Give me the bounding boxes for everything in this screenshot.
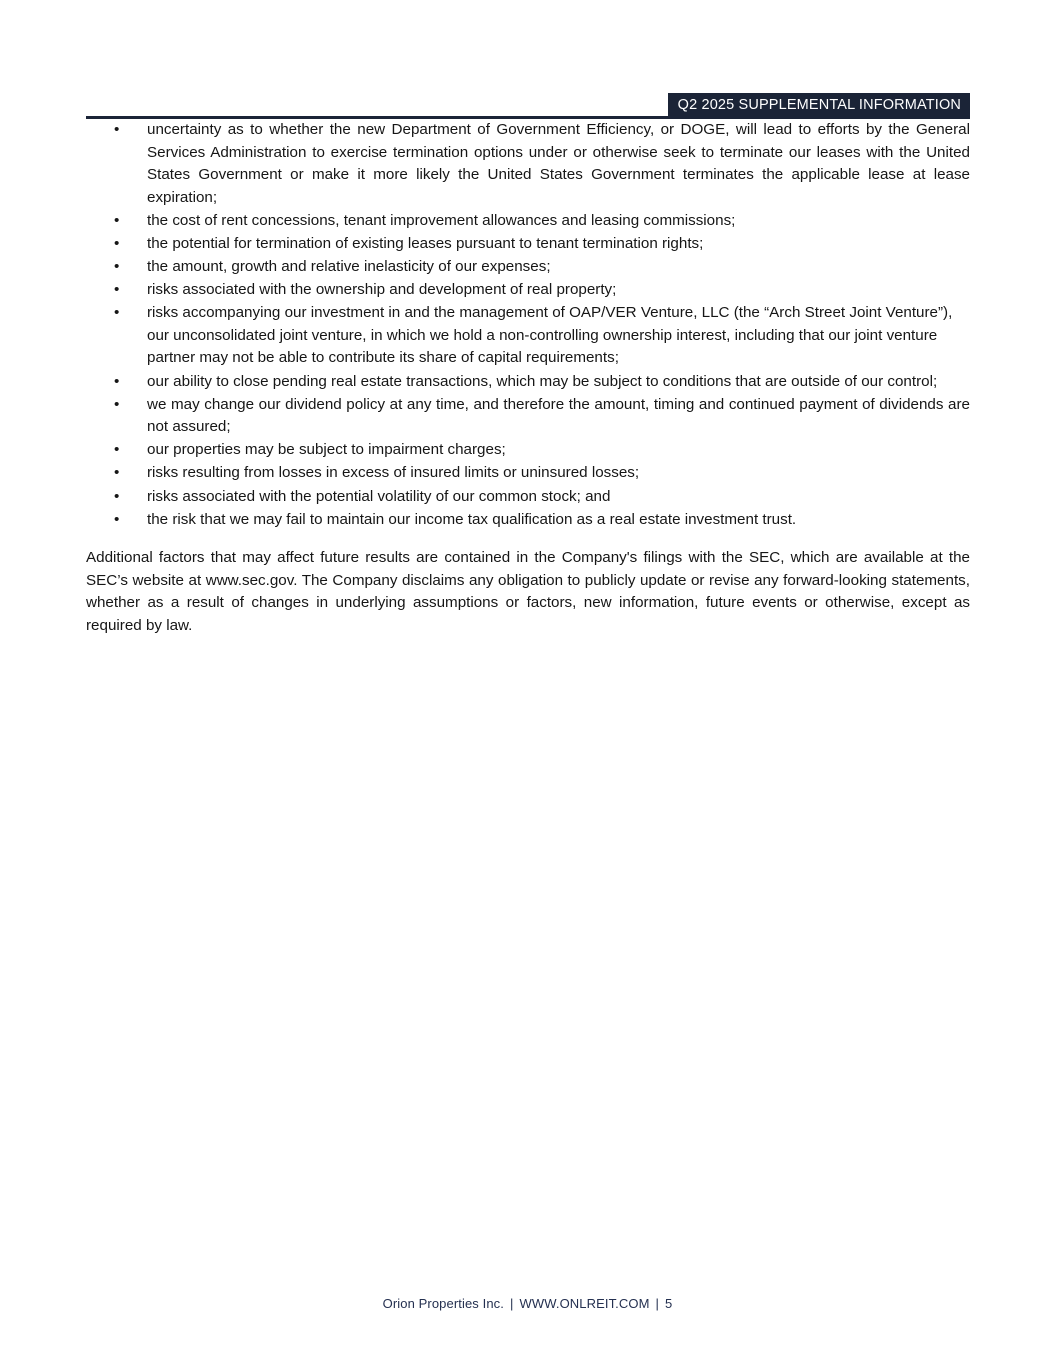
bullet-marker: • [114, 510, 120, 528]
list-item [86, 302, 970, 370]
bullet-marker: • [114, 487, 120, 505]
list-item-text: the cost of rent concessions, tenant improvement allowances and leasing commissions; [147, 211, 736, 229]
bullet-marker: • [114, 258, 120, 276]
list-item-text: risks accompanying our investment in and the management of OAP/VER Venture, LLC (the “Arch Street Joint Venture”), our unconsolidated joint venture, in which we hold a non-controlling ownership interest, including that our joint venture partner may not be able to contribute its share of capital requirements; [147, 304, 953, 367]
list-item [86, 256, 970, 279]
bullet-marker: • [114, 464, 120, 482]
footer-company: Orion Properties Inc. [382, 1296, 504, 1311]
list-item [86, 394, 970, 439]
list-item [86, 119, 970, 209]
bullet-marker: • [114, 281, 120, 299]
list-item-text: the risk that we may fail to maintain our income tax qualification as a real estate investment trust. [147, 510, 797, 528]
list-item-text: the amount, growth and relative inelasticity of our expenses; [147, 258, 551, 276]
list-item-text: our properties may be subject to impairment charges; [147, 441, 506, 459]
bullet-marker: • [114, 304, 120, 322]
closing-paragraph: Additional factors that may affect future results are contained in the Company's filings with the SEC, which are available at the SEC’s website at www.sec.gov. The Company disclaims any obligation to publicly update or revise any forward-looking statements, whether as a result of changes in underlying assumptions or factors, new information, future events or otherwise, except as required by law. [86, 549, 970, 634]
list-item [86, 210, 970, 233]
list-item-text: risks resulting from losses in excess of insured limits or uninsured losses; [147, 464, 640, 482]
bullet-marker: • [114, 121, 120, 138]
footer-page-number: 5 [665, 1296, 673, 1311]
bullet-marker: • [114, 211, 120, 229]
list-item-text: we may change our dividend policy at any time, and therefore the amount, timing and continued payment of dividends are not assured; [147, 395, 970, 436]
list-item [86, 462, 970, 485]
list-item-text: risks associated with the ownership and development of real property; [147, 281, 617, 299]
list-item-text: risks associated with the potential volatility of our common stock; and [147, 487, 611, 505]
footer-separator-1: | [509, 1296, 514, 1311]
list-item-text: the potential for termination of existing leases pursuant to tenant termination rights; [147, 234, 704, 252]
document-content [86, 119, 970, 638]
risk-factors-list [86, 119, 970, 531]
list-item-text: our ability to close pending real estate transactions, which may be subject to conditions that are outside of our control; [147, 372, 938, 390]
list-item-text: uncertainty as to whether the new Department of Government Efficiency, or DOGE, will lead to efforts by the General Services Administration to exercise termination options under or otherwise seek to terminate our leases with the United States Government or make it more likely the United States Government terminates the applicable lease at lease expiration; [147, 121, 970, 206]
footer-website[interactable]: WWW.ONLREIT.COM [519, 1296, 650, 1311]
bullet-marker: • [114, 395, 120, 413]
list-item [86, 279, 970, 302]
header-badge: Q2 2025 SUPPLEMENTAL INFORMATION [668, 93, 970, 118]
bullet-marker: • [114, 372, 120, 390]
list-item [86, 509, 970, 532]
footer-separator-2: | [655, 1296, 659, 1311]
list-item [86, 486, 970, 509]
bullet-marker: • [114, 234, 120, 252]
page-footer [0, 1295, 1055, 1313]
page-header [86, 93, 970, 119]
list-item [86, 439, 970, 462]
list-item [86, 233, 970, 256]
list-item [86, 371, 970, 394]
bullet-marker: • [114, 441, 120, 459]
